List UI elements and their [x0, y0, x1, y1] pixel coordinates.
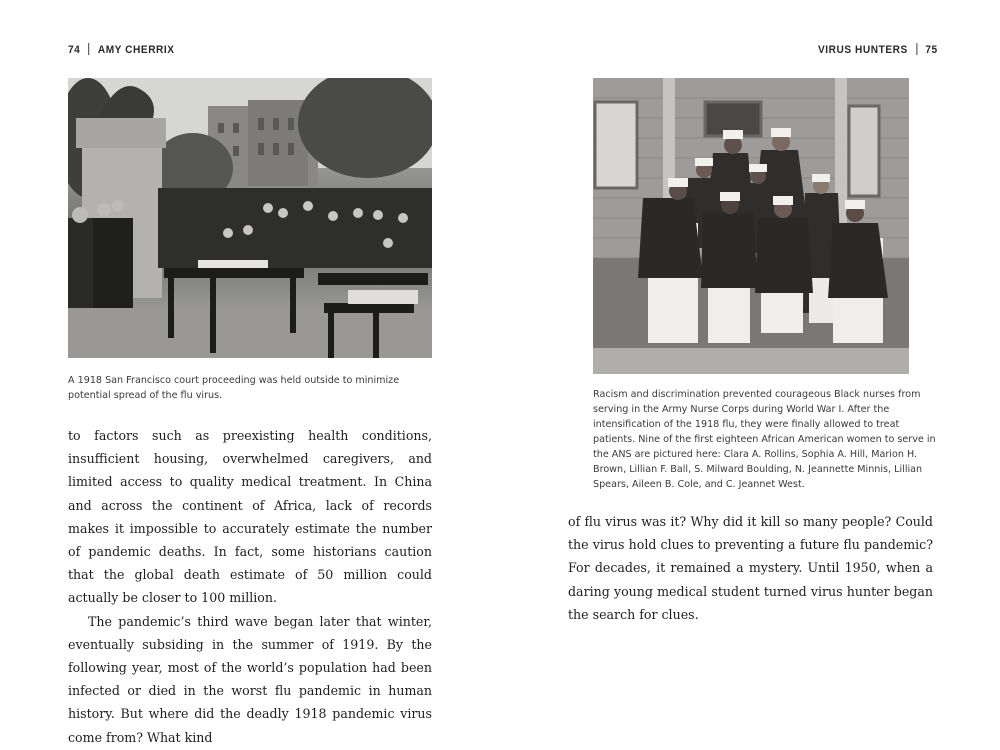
author-name: AMY CHERRIX: [97, 44, 175, 56]
paragraph: of flu virus was it? Why did it kill so many people? Could the virus hold clues to preventing a future flu pandemic? For decades, it remained a mystery. Until 1950, when a daring young medical student turned virus hunter began the search for clues.: [568, 514, 933, 622]
nurses-photo: [593, 78, 909, 374]
paragraph: The pandemic’s third wave began later that winter, eventually subsiding in the summer of 1919. By the following year, most of the world’s population had been infected or died in the worst flu pandemic in human history. But where did the deadly 1918 pandemic virus come from? What kind: [68, 613, 432, 745]
body-text-left: [68, 424, 432, 749]
photo-illustration: [593, 78, 909, 374]
book-title: VIRUS HUNTERS: [818, 44, 908, 56]
body-text-right: [568, 510, 933, 626]
header-divider: [916, 43, 917, 55]
running-head-right: [818, 43, 938, 56]
page-number: 74: [68, 44, 81, 56]
header-divider: [89, 43, 90, 55]
right-page: [500, 0, 1000, 750]
photo-illustration: [68, 78, 432, 358]
page-number: 75: [925, 44, 938, 56]
paragraph: to factors such as preexisting health conditions, insufficient housing, overwhelmed caregivers, and limited access to quality medical treatment. In China and across the continent of Africa, lack of records makes it impossible to accurately estimate the number of pandemic deaths. In fact, some historians caution that the global death estimate of 50 million could actually be closer to 100 million.: [68, 428, 432, 606]
court-proceeding-photo: [68, 78, 432, 358]
photo-caption-left: A 1918 San Francisco court proceeding was held outside to minimize potential spread of the flu virus.: [68, 375, 400, 401]
photo-caption-right: Racism and discrimination prevented courageous Black nurses from serving in the Army Nurse Corps during World War I. After the intensification of the 1918 flu, they were finally allowed to treat patients. Nine of the first eighteen African American women to serve in the ANS are pictured here: Clara A. Rollins, Sophia A. Hill, Marion H. Brown, Lillian F. Ball, S. Milward Boulding, N. Jeannette Minnis, Lillian Spears, Aileen B. Cole, and C. Jeannet West.: [593, 389, 936, 490]
running-head-left: [68, 43, 175, 56]
